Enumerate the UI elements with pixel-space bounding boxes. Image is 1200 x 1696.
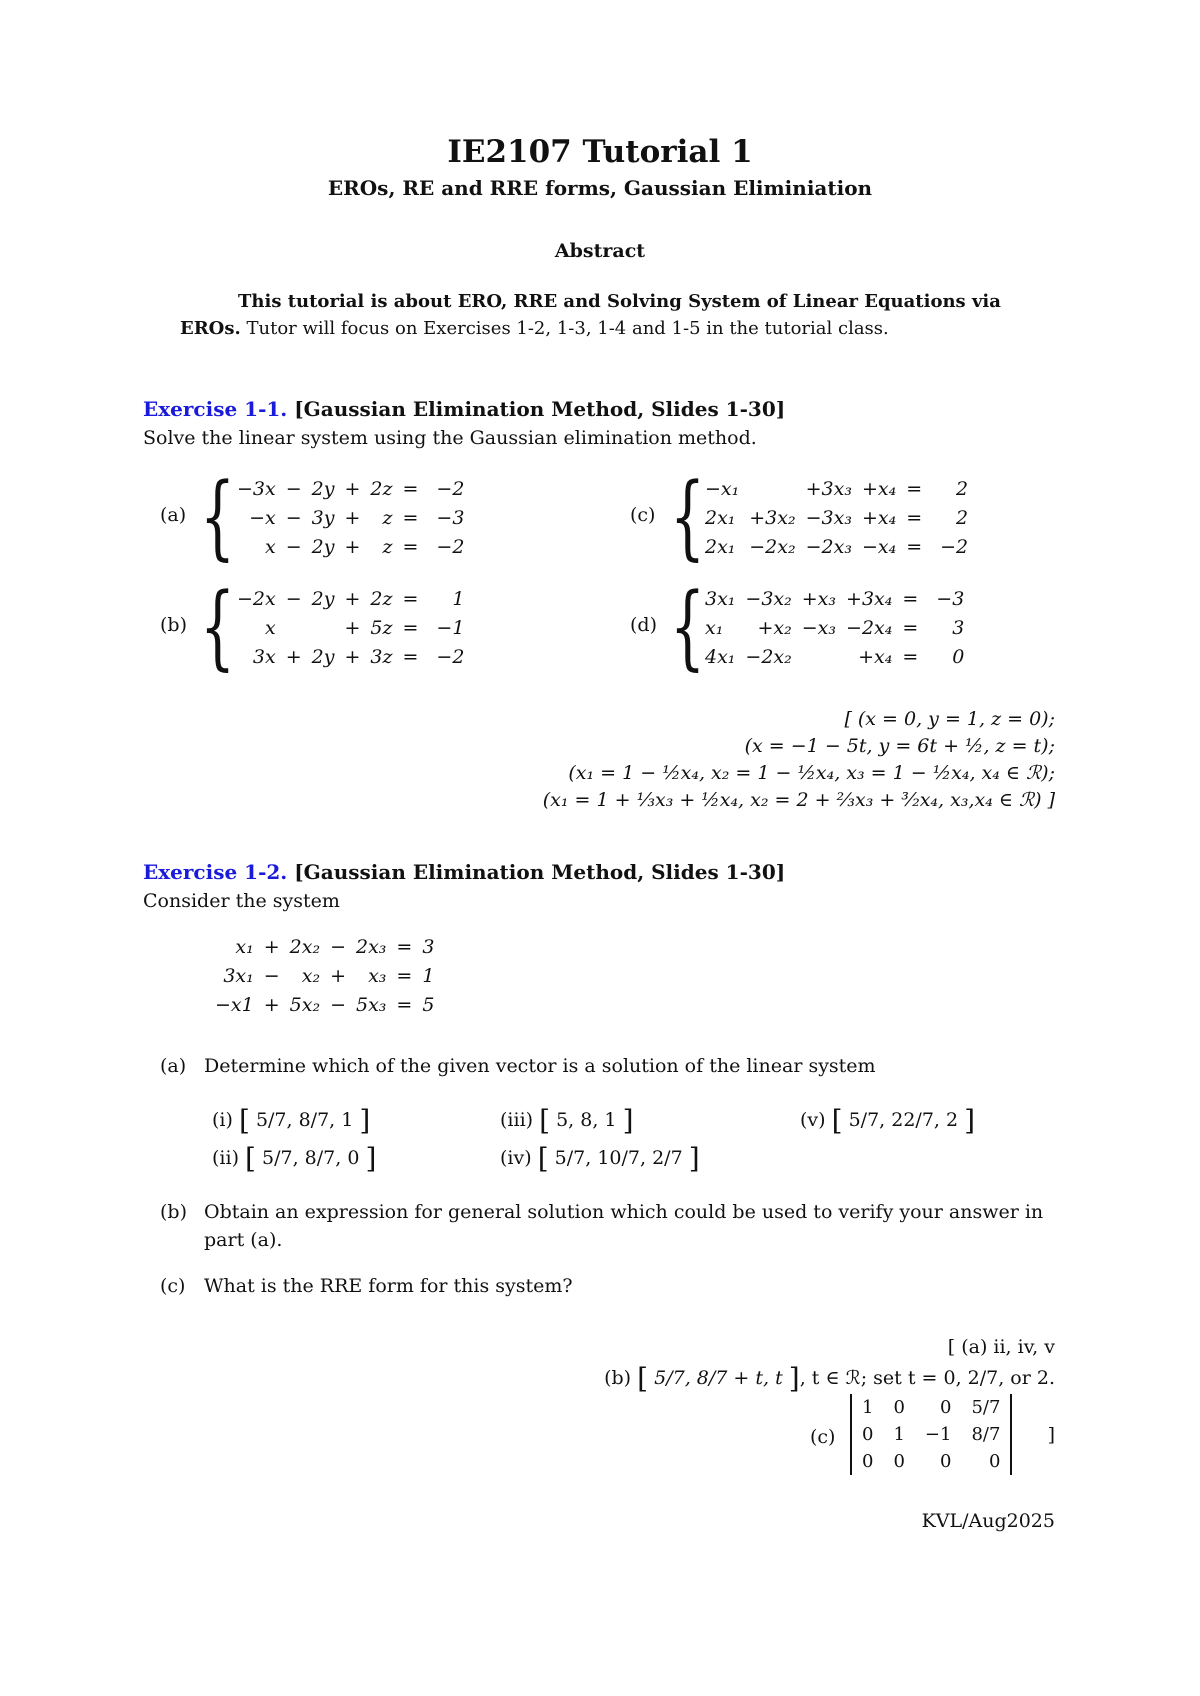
- system-ex2-row: 3x₁ − x₂ + x₃ = 1: [223, 964, 435, 987]
- ex2-part-c-text: What is the RRE form for this system?: [204, 1275, 573, 1297]
- rre-row: 1 0 0 5/7: [862, 1397, 1001, 1418]
- exercise-1-1-heading: [143, 397, 785, 421]
- part-d-brace: {: [670, 573, 706, 680]
- system-c-row: 2x₁ +3x₂ −3x₃ +x₄ = 2: [705, 506, 969, 529]
- exercise-1-1-answers: [543, 706, 1055, 814]
- exercise-1-1-topic: [Gaussian Elimination Method, Slides 1-30]: [294, 397, 786, 421]
- ex2-part-b: [160, 1198, 1060, 1254]
- page-title: IE2107 Tutorial 1: [447, 134, 753, 170]
- ex2-part-a-label: (a): [160, 1055, 187, 1077]
- system-ex2-row: −x1 + 5x₂ − 5x₃ = 5: [215, 993, 435, 1016]
- exercise-1-2-heading: [143, 860, 785, 884]
- answer-line: (x₁ = 1 + ⅓x₃ + ½x₄, x₂ = 2 + ⅔x₃ + ³⁄₂x₄, x₃,x₄ ∈ ℛ) ]: [542, 789, 1055, 811]
- system-a-row: −x − 3y + z = −3: [249, 506, 465, 529]
- system-ex2-row: x₁ + 2x₂ − 2x₃ = 3: [235, 935, 435, 958]
- system-c: [700, 474, 973, 561]
- abstract-text: [180, 288, 1020, 342]
- exercise-1-1-number: Exercise 1-1.: [143, 397, 288, 421]
- system-d-row: 4x₁ −2x₂ +x₄ = 0: [705, 645, 965, 668]
- answer-line: (x = −1 − 5t, y = 6t + ½, z = t);: [744, 735, 1055, 757]
- part-d-label: (d): [630, 614, 657, 636]
- system-d: [700, 584, 969, 671]
- part-a-label: (a): [160, 504, 187, 526]
- vector-iv: (iv) [ 5/7, 10/7, 2/7 ]: [500, 1142, 700, 1175]
- ex2-answer-close: ]: [1047, 1424, 1055, 1446]
- part-c-label: (c): [630, 504, 656, 526]
- ex2-part-c-label: (c): [160, 1275, 186, 1297]
- system-d-row: x₁ +x₂ −x₃ −2x₄ = 3: [705, 616, 965, 639]
- ex2-part-a: [160, 1052, 1060, 1080]
- vector-iii: (iii) [ 5, 8, 1 ]: [500, 1104, 634, 1137]
- exercise-1-1-instruction: Solve the linear system using the Gaussian elimination method.: [143, 427, 757, 449]
- part-b-brace: {: [200, 573, 236, 680]
- system-d-row: 3x₁ −3x₂ +x₃ +3x₄ = −3: [705, 587, 965, 610]
- vector-v: (v) [ 5/7, 22/7, 2 ]: [800, 1104, 976, 1137]
- ex2-answer-a: [ (a) ii, iv, v: [947, 1336, 1055, 1358]
- ex2-part-b-text: Obtain an expression for general solution which could be used to verify your answer in part (a).: [204, 1201, 1044, 1251]
- answer-line: (x₁ = 1 − ½x₄, x₂ = 1 − ½x₄, x₃ = 1 − ½x₄, x₄ ∈ ℛ);: [568, 762, 1055, 784]
- signature: KVL/Aug2025: [921, 1510, 1055, 1532]
- exercise-1-2-number: Exercise 1-2.: [143, 860, 288, 884]
- ex2-part-a-text: Determine which of the given vector is a solution of the linear system: [204, 1055, 876, 1077]
- rre-matrix: [850, 1394, 1012, 1475]
- part-a-brace: {: [200, 463, 236, 570]
- part-c-brace: {: [670, 463, 706, 570]
- abstract-bold: This tutorial is about ERO, RRE and Solving System of Linear Equations via EROs.: [180, 291, 1001, 339]
- abstract-heading: Abstract: [554, 240, 646, 262]
- system-b: [232, 584, 469, 671]
- part-b-label: (b): [160, 614, 187, 636]
- rre-row: 0 1 −1 8/7: [862, 1424, 1001, 1445]
- page-subtitle: EROs, RE and RRE forms, Gaussian Eliminiation: [327, 176, 873, 200]
- abstract-rest: Tutor will focus on Exercises 1-2, 1-3, 1-4 and 1-5 in the tutorial class.: [240, 318, 889, 339]
- system-a-row: −3x − 2y + 2z = −2: [237, 477, 465, 500]
- system-c-row: −x₁ +3x₃ +x₄ = 2: [705, 477, 969, 500]
- system-b-row: −2x − 2y + 2z = 1: [237, 587, 465, 610]
- exercise-1-2-instruction: Consider the system: [143, 890, 340, 912]
- system-a-row: x − 2y + z = −2: [265, 535, 465, 558]
- ex2-answer-c-label: (c): [810, 1426, 836, 1448]
- vector-ii: (ii) [ 5/7, 8/7, 0 ]: [212, 1142, 377, 1175]
- system-b-row: 3x + 2y + 3z = −2: [252, 645, 465, 668]
- system-a: [232, 474, 469, 561]
- system-ex2: [210, 932, 439, 1019]
- vector-i: (i) [ 5/7, 8/7, 1 ]: [212, 1104, 371, 1137]
- system-b-row: x + 5z = −1: [265, 616, 465, 639]
- ex2-part-c: [160, 1272, 1060, 1300]
- ex2-part-b-label: (b): [160, 1201, 187, 1223]
- system-c-row: 2x₁ −2x₂ −2x₃ −x₄ = −2: [705, 535, 969, 558]
- exercise-1-2-topic: [Gaussian Elimination Method, Slides 1-30]: [294, 860, 786, 884]
- answer-line: [ (x = 0, y = 1, z = 0);: [844, 708, 1055, 730]
- ex2-answer-b: (b) [ 5/7, 8/7 + t, t ], t ∈ ℛ; set t = 0, 2/7, or 2.: [604, 1362, 1055, 1395]
- rre-row: 0 0 0 0: [862, 1451, 1001, 1472]
